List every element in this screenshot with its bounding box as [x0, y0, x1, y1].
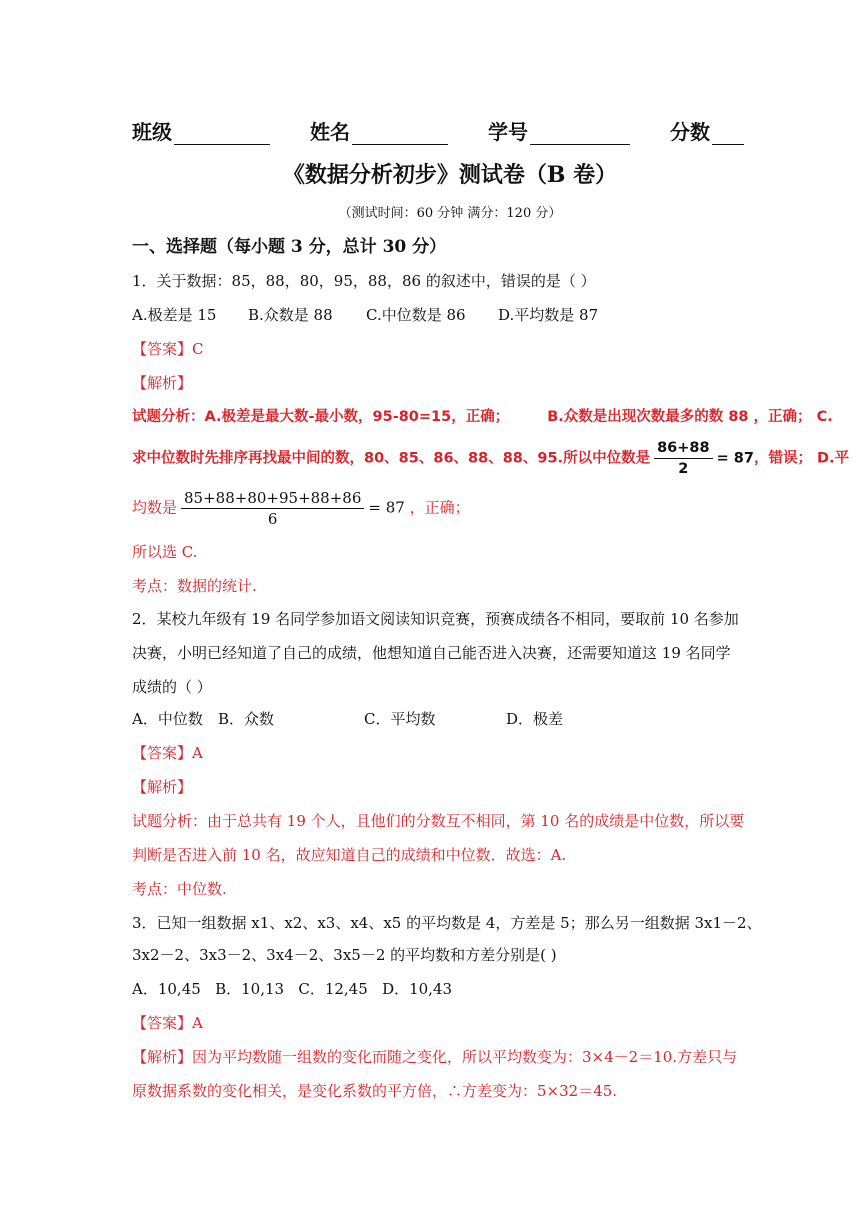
class-field: 班级	[132, 116, 270, 145]
q1-analysis-line3: 均数是 $\frac{85+88+80+95+88+86}{6}$ = 87 ，正确；	[132, 489, 470, 528]
q1-options	[132, 304, 760, 326]
q3-stem-line1: 3．已知一组数据 x1、x2、x3、x4、x5 的平均数是 4，方差是 5；那么另一组数据 3x1－2、	[132, 914, 762, 932]
student-id-blank[interactable]	[530, 122, 630, 145]
score-field: 分数	[670, 116, 744, 145]
q3-analysis-line1: 【解析】因为平均数随一组数的变化而随之变化，所以平均数变为：3×4－2＝10.方差只与	[132, 1048, 738, 1066]
q1-answer: 【答案】C	[132, 340, 204, 358]
q2-stem-line2: 决赛，小明已经知道了自己的成绩，他想知道自己能否进入决赛，还需要知道这 19 名同学	[132, 644, 731, 662]
q2-option-d: D．极差	[506, 710, 564, 728]
q2-stem-line1: 2．某校九年级有 19 名同学参加语文阅读知识竞赛，预赛成绩各不相同，要取前 10 名参加	[132, 610, 739, 628]
q2-stem-line3: 成绩的（ ）	[132, 678, 212, 696]
q2-options	[132, 708, 760, 730]
q1-mean-fraction: $\frac{85+88+80+95+88+86}{6}$	[181, 488, 364, 529]
q1-option-a: A.极差是 15	[132, 306, 217, 324]
q1-analysis-line2: 求中位数时先排序再找最中间的数，80、85、86、88、88、95.所以中位数是 $\frac{86+88}{2}$ = 87，错误； D.平	[132, 440, 850, 477]
q1-option-c: C.中位数是 86	[366, 306, 466, 324]
section-heading: 一、选择题（每小题 3 分，总计 30 分）	[132, 237, 447, 257]
q2-answer: 【答案】A	[132, 744, 203, 762]
q1-point: 考点：数据的统计.	[132, 577, 257, 595]
q2-option-a: A．中位数	[132, 710, 203, 728]
name-blank[interactable]	[352, 122, 448, 145]
q2-analysis-line1: 试题分析：由于总共有 19 个人，且他们的分数互不相同，第 10 名的成绩是中位数，所以要	[132, 812, 745, 830]
name-field: 姓名	[310, 116, 448, 145]
q2-analysis-line2: 判断是否进入前 10 名，故应知道自己的成绩和中位数．故选：A.	[132, 846, 567, 864]
q2-option-b: B．众数	[218, 710, 275, 728]
q3-options: A．10,45 B．10,13 C．12,45 D．10,43	[132, 980, 453, 998]
class-blank[interactable]	[174, 122, 270, 145]
page-title: 《数据分析初步》测试卷（B 卷）	[282, 162, 618, 188]
student-info-header	[132, 116, 800, 145]
q1-conclusion: 所以选 C.	[132, 543, 198, 561]
q3-answer: 【答案】A	[132, 1014, 203, 1032]
q3-stem-line2: 3x2－2、3x3－2、3x4－2、3x5－2 的平均数和方差分别是( )	[132, 946, 557, 964]
q1-stem: 1．关于数据：85，88，80，95，88，86 的叙述中，错误的是（ ）	[132, 272, 596, 290]
q1-option-d: D.平均数是 87	[498, 306, 599, 324]
q1-median-fraction: $\frac{86+88}{2}$	[654, 438, 713, 479]
q1-option-b: B.众数是 88	[248, 306, 333, 324]
q3-analysis-line2: 原数据系数的变化相关，是变化系数的平方倍，∴方差变为：5×32＝45.	[132, 1082, 618, 1100]
score-blank[interactable]	[712, 122, 744, 145]
q2-analysis-label: 【解析】	[132, 778, 193, 796]
q1-analysis-line1: 试题分析：A.极差是最大数-最小数，95-80=15，正确； B.众数是出现次数最多的数 88 ，正确； C.	[132, 409, 833, 425]
q2-point: 考点：中位数.	[132, 880, 227, 898]
page-subtitle: （测试时间：60 分钟 满分：120 分）	[338, 206, 562, 221]
q2-option-c: C．平均数	[364, 710, 436, 728]
q1-analysis-label: 【解析】	[132, 374, 193, 392]
student-id-field: 学号	[488, 116, 630, 145]
